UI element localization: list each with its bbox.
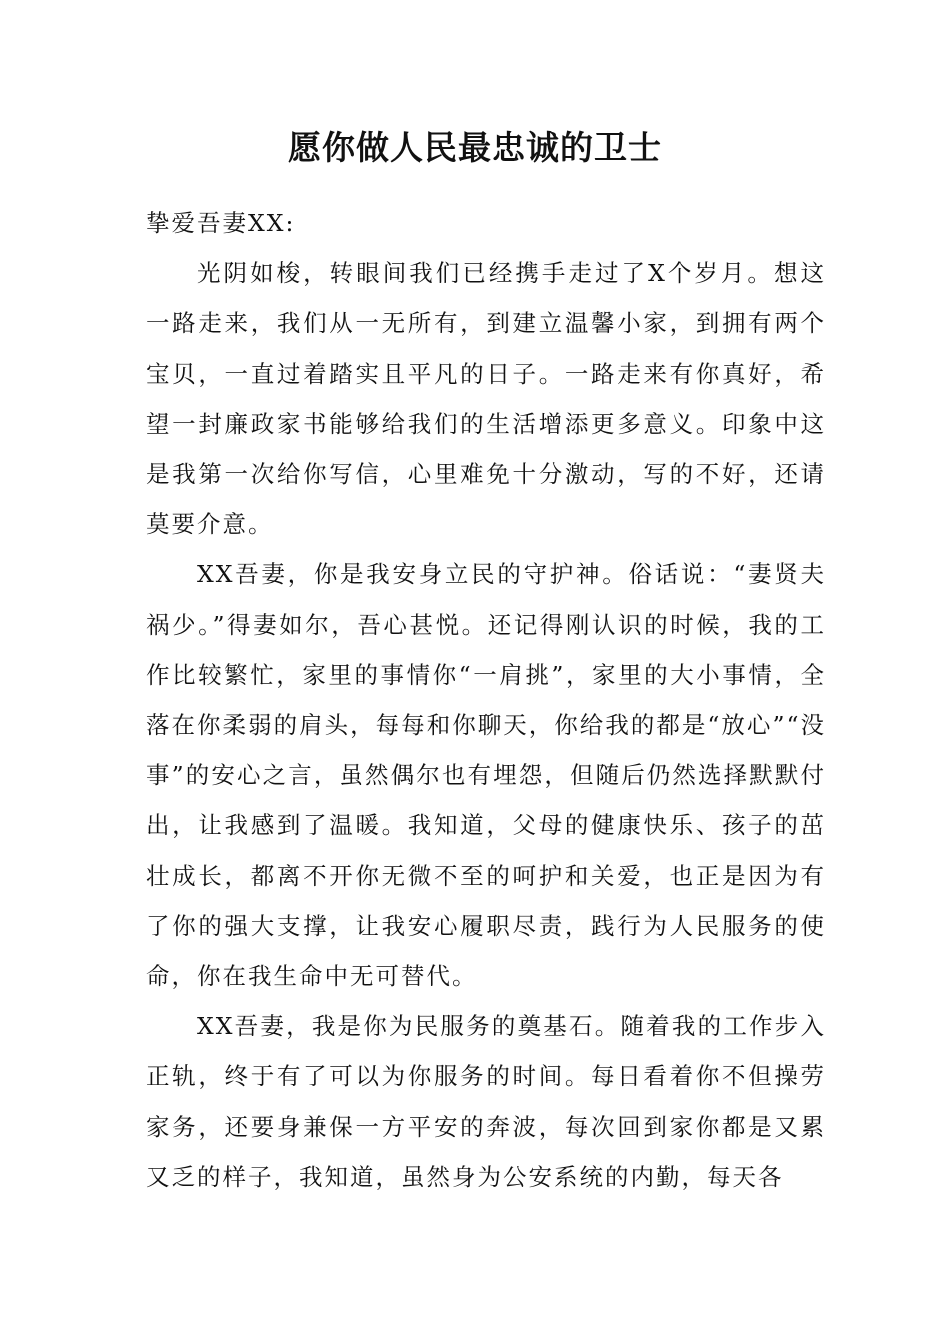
document-title: 愿你做人民最忠诚的卫士	[288, 128, 662, 167]
paragraph-1: 光阴如梭，转眼间我们已经携手走过了X个岁月。想这一路走来，我们从一无所有，到建立温馨小家，到拥有两个宝贝，一直过着踏实且平凡的日子。一路走来有你真好，希望一封廉政家书能够给我们的生活增添更多意义。印象中这是我第一次给你写信，心里难免十分激动，写的不好，还请莫要介意。	[146, 259, 826, 539]
letter-body	[146, 198, 826, 1202]
paragraph-3: XX吾妻，我是你为民服务的奠基石。随着我的工作步入正轨，终于有了可以为你服务的时间。每日看着你不但操劳家务，还要身兼保一方平安的奔波，每次回到家你都是又累又乏的样子，我知道，虽然身为公安系统的内勤，每天各	[146, 1012, 826, 1191]
paragraph-2: XX吾妻，你是我安身立民的守护神。俗话说：“妻贤夫祸少。”得妻如尔，吾心甚悦。还记得刚认识的时候，我的工作比较繁忙，家里的事情你“一肩挑”，家里的大小事情，全落在你柔弱的肩头，每每和你聊天，你给我的都是“放心”“没事”的安心之言，虽然偶尔也有埋怨，但随后仍然选择默默付出，让我感到了温暖。我知道，父母的健康快乐、孩子的茁壮成长，都离不开你无微不至的呵护和关爱，也正是因为有了你的强大支撑，让我安心履职尽责，践行为人民服务的使命，你在我生命中无可替代。	[146, 560, 826, 991]
salutation: 挚爱吾妻XX:	[146, 209, 296, 237]
